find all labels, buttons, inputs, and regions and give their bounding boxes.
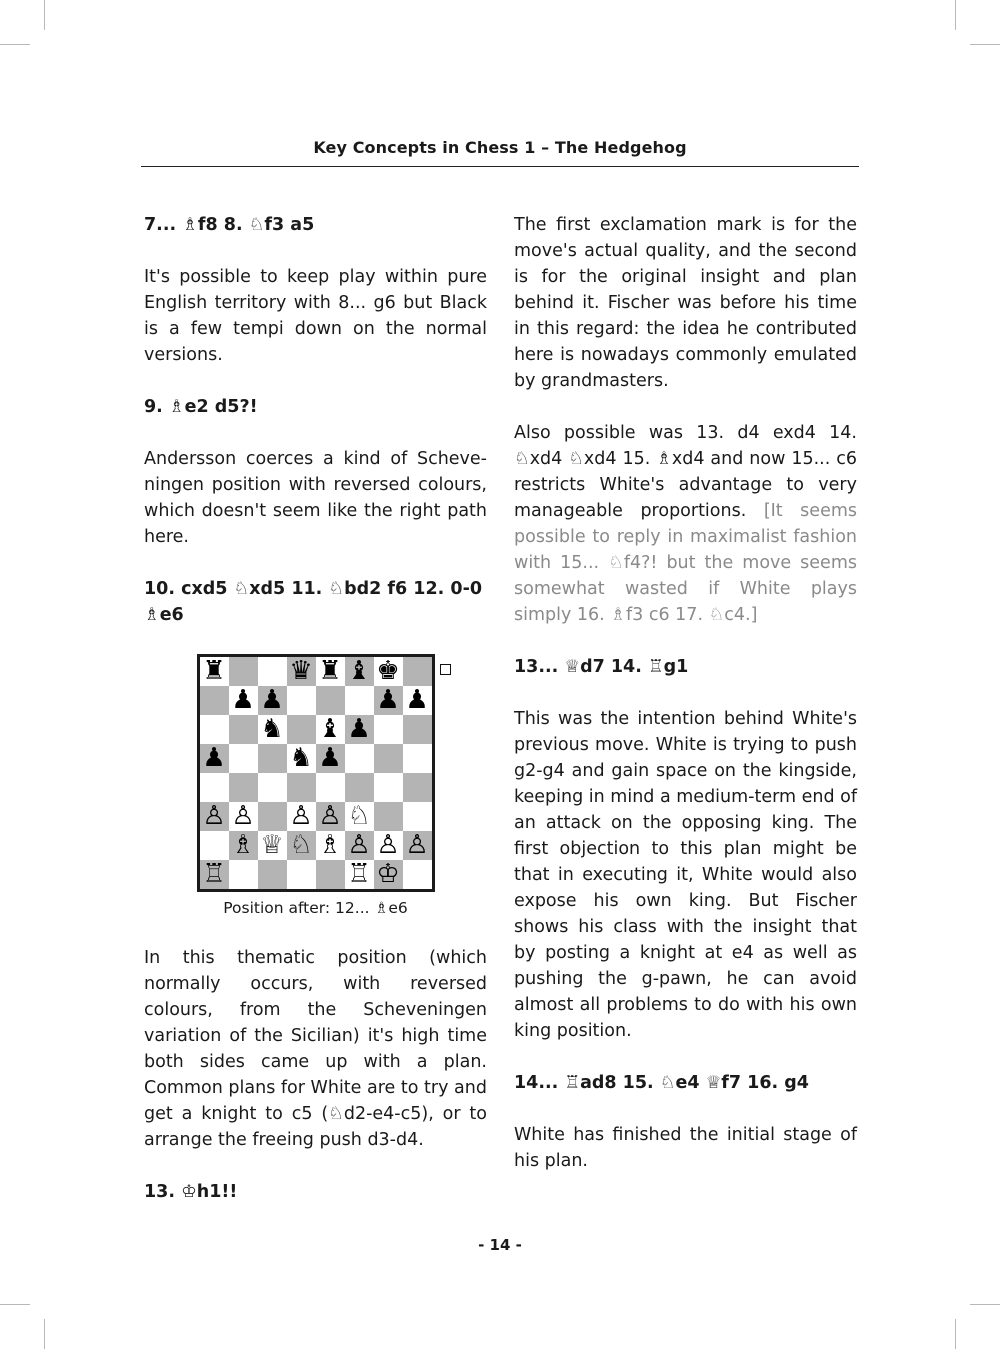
square-a2 [200, 831, 229, 860]
square-b6 [229, 715, 258, 744]
square-f6: ♟ [345, 715, 374, 744]
square-c6: ♞ [258, 715, 287, 744]
square-e4 [316, 773, 345, 802]
crop-mark [0, 44, 30, 45]
square-d1 [287, 860, 316, 889]
square-h7: ♟ [403, 686, 432, 715]
square-a3: ♙ [200, 802, 229, 831]
square-h2: ♙ [403, 831, 432, 860]
square-g4 [374, 773, 403, 802]
square-a8: ♜ [200, 657, 229, 686]
square-c5 [258, 744, 287, 773]
square-b5 [229, 744, 258, 773]
square-b8 [229, 657, 258, 686]
board-wrapper [197, 654, 435, 892]
move-line: 9. ♗e2 d5?! [144, 397, 258, 417]
square-d8: ♛ [287, 657, 316, 686]
square-c8 [258, 657, 287, 686]
square-e1 [316, 860, 345, 889]
square-c7: ♟ [258, 686, 287, 715]
square-f3: ♘ [345, 802, 374, 831]
running-header: Key Concepts in Chess 1 – The Hedgehog [313, 138, 687, 157]
diagram-caption: Position after: 12... ♗e6 [223, 899, 408, 917]
square-g6 [374, 715, 403, 744]
square-g8: ♚ [374, 657, 403, 686]
square-h3 [403, 802, 432, 831]
move-line: 13. ♔h1!! [144, 1182, 238, 1202]
square-h5 [403, 744, 432, 773]
square-f5 [345, 744, 374, 773]
square-c1 [258, 860, 287, 889]
square-h8 [403, 657, 432, 686]
square-e6: ♝ [316, 715, 345, 744]
square-c3 [258, 802, 287, 831]
square-g3 [374, 802, 403, 831]
right-column [514, 212, 857, 1200]
square-e8: ♜ [316, 657, 345, 686]
square-g1: ♔ [374, 860, 403, 889]
square-e3: ♙ [316, 802, 345, 831]
square-a4 [200, 773, 229, 802]
paragraph: In this thematic position (which normally occurs, with reversed colours, from the Scheveningen variation of the Sicilian) it's high time both sides came up with a plan. Common plans for White are to try and get a knight to c5 (♘d2-e4-c5), or to arrange the freeing push d3-d4. [144, 948, 487, 1150]
move-line: 14... ♖ad8 15. ♘e4 ♕f7 16. g4 [514, 1073, 809, 1093]
square-b1 [229, 860, 258, 889]
chess-board [197, 654, 435, 892]
square-d5: ♞ [287, 744, 316, 773]
square-b3: ♙ [229, 802, 258, 831]
header-rule [141, 166, 859, 167]
square-f7 [345, 686, 374, 715]
crop-mark [970, 1304, 1000, 1305]
square-g7: ♟ [374, 686, 403, 715]
bracketed-comment: [It seems possible to reply in maximalist fashion with 15... ♘f4?! but the move seems somewhat wasted if White plays simply 16. ♗f3 c6 17. ♘c4.] [514, 501, 857, 625]
left-column [144, 212, 487, 1231]
square-h4 [403, 773, 432, 802]
square-a6 [200, 715, 229, 744]
move-line: 7... ♗f8 8. ♘f3 a5 [144, 215, 315, 235]
page-number: - 14 - [478, 1236, 522, 1254]
crop-mark [44, 0, 45, 30]
paragraph: White has finished the initial stage of his plan. [514, 1125, 857, 1171]
square-f2: ♙ [345, 831, 374, 860]
square-h1 [403, 860, 432, 889]
square-d3: ♙ [287, 802, 316, 831]
crop-mark [955, 0, 956, 30]
square-f1: ♖ [345, 860, 374, 889]
square-d7 [287, 686, 316, 715]
paragraph [514, 420, 857, 628]
square-e5: ♟ [316, 744, 345, 773]
square-b4 [229, 773, 258, 802]
crop-mark [44, 1319, 45, 1349]
paragraph: Andersson coerces a kind of Scheveningen position with reversed colours, which doesn't seem like the right path here. [144, 449, 487, 547]
square-b2: ♗ [229, 831, 258, 860]
square-c2: ♕ [258, 831, 287, 860]
square-a1: ♖ [200, 860, 229, 889]
square-e7 [316, 686, 345, 715]
crop-mark [955, 1319, 956, 1349]
chess-diagram [144, 654, 487, 919]
square-g5 [374, 744, 403, 773]
square-h6 [403, 715, 432, 744]
square-g2: ♙ [374, 831, 403, 860]
square-a5: ♟ [200, 744, 229, 773]
square-d6 [287, 715, 316, 744]
crop-mark [0, 1304, 30, 1305]
paragraph-main-text: Also possible was 13. d4 exd4 14. ♘xd4 ♘xd4 15. ♗xd4 and now 15... c6 restricts White's advantage to very manageable proportions. [514, 423, 857, 521]
square-d2: ♘ [287, 831, 316, 860]
paragraph: It's possible to keep play within pure English territory with 8... g6 but Black is a few tempi down on the normal versions. [144, 267, 487, 365]
square-e2: ♗ [316, 831, 345, 860]
square-a7 [200, 686, 229, 715]
move-line: 13... ♕d7 14. ♖g1 [514, 657, 689, 677]
crop-mark [970, 44, 1000, 45]
square-d4 [287, 773, 316, 802]
side-to-move-indicator [440, 664, 451, 675]
paragraph: The first exclamation mark is for the move's actual quality, and the second is for the original insight and plan behind it. Fischer was before his time in this regard: the idea he contributed here is nowadays commonly emulated by grandmasters. [514, 215, 857, 391]
square-c4 [258, 773, 287, 802]
move-line: 10. cxd5 ♘xd5 11. ♘bd2 f6 12. 0-0 ♗e6 [144, 579, 483, 625]
square-b7: ♟ [229, 686, 258, 715]
paragraph: This was the intention behind White's previous move. White is trying to push g2-g4 and gain space on the kingside, keeping in mind a medium-term end of an attack on the opposing king. The first objection to this plan might be that in executing it, White would also expose his own king. But Fischer shows his class with the insight that by posting a knight at e4 as well as pushing the g-pawn, he can avoid almost all problems to do with his own king position. [514, 709, 858, 1041]
square-f8: ♝ [345, 657, 374, 686]
square-f4 [345, 773, 374, 802]
